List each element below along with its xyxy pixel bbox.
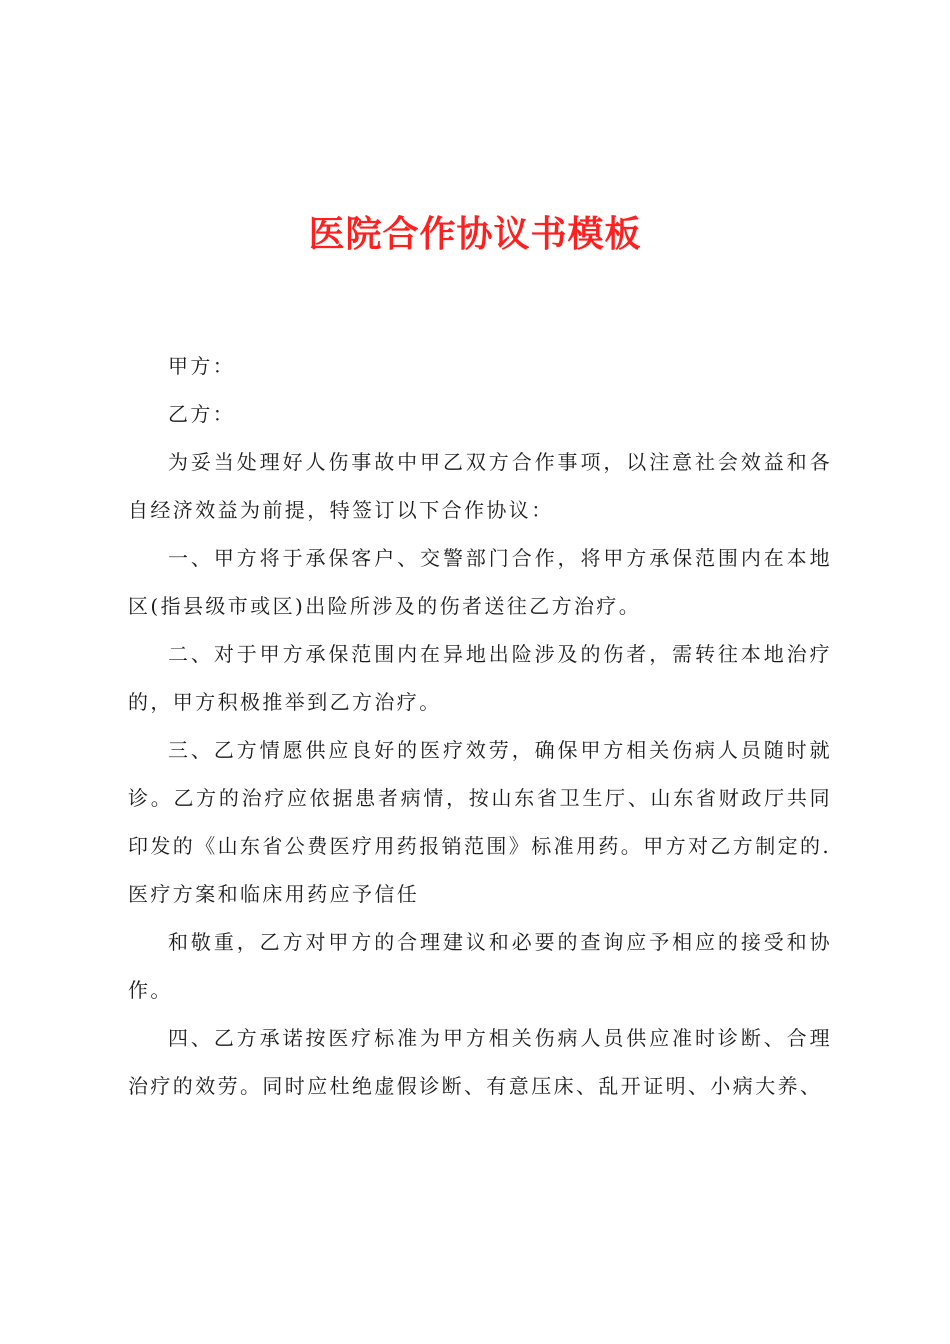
party-b-line: 乙方：: [168, 402, 236, 426]
clause-4-paragraph: 四、乙方承诺按医疗标准为甲方相关伤病人员供应准时诊断、合理治疗的效劳。同时应杜绝虚假诊断、有意压床、乱开证明、小病大养、: [128, 1026, 832, 1098]
clause-1-paragraph: 一、甲方将于承保客户、交警部门合作，将甲方承保范围内在本地区(指县级市或区)出险所涉及的伤者送往乙方治疗。: [128, 546, 832, 618]
document-title: 医院合作协议书模板: [308, 214, 642, 255]
preamble-paragraph: 为妥当处理好人伤事故中甲乙双方合作事项，以注意社会效益和各自经济效益为前提，特签订以下合作协议：: [128, 450, 832, 522]
document-body: [128, 342, 832, 1110]
clause-3-paragraph: 三、乙方情愿供应良好的医疗效劳，确保甲方相关伤病人员随时就诊。乙方的治疗应依据患者病情，按山东省卫生厅、山东省财政厅共同印发的《山东省公费医疗用药报销范围》标准用药。甲方对乙方制定的.: [128, 738, 832, 858]
clause-3-continuation-paragraph: 和敬重，乙方对甲方的合理建议和必要的查询应予相应的接受和协作。: [128, 930, 832, 1002]
party-a-line: 甲方：: [168, 354, 236, 378]
clause-3-continuation-line: 医疗方案和临床用药应予信任: [128, 882, 420, 906]
clause-2-paragraph: 二、对于甲方承保范围内在异地出险涉及的伤者，需转往本地治疗的，甲方积极推举到乙方治疗。: [128, 642, 832, 714]
